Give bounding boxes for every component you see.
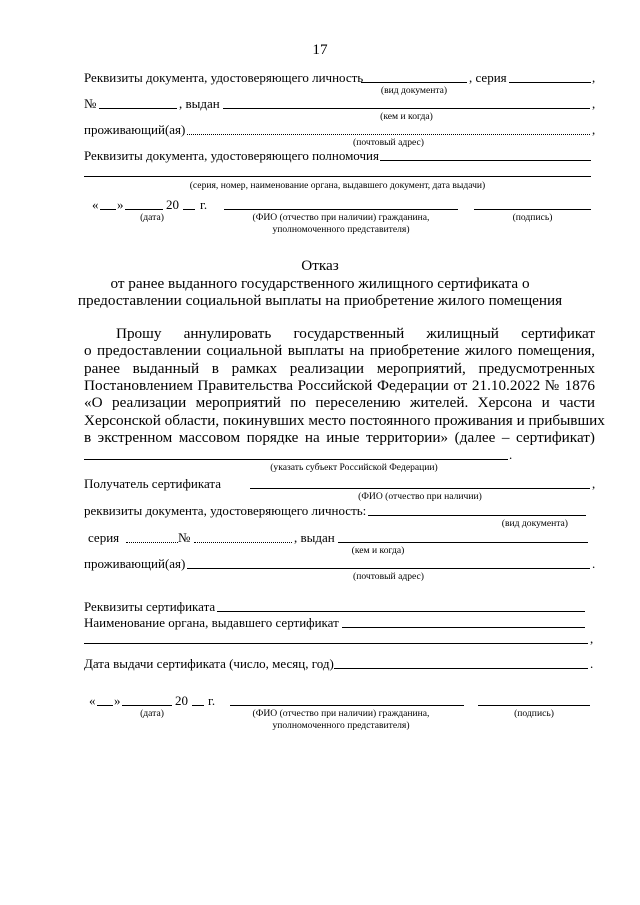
period: . xyxy=(509,447,513,462)
recipient-doc-label: реквизиты документа, удостоверяющего личность: xyxy=(84,503,367,518)
year-prefix: 20 xyxy=(166,197,179,212)
issued-hint: (кем и когда) xyxy=(380,111,433,122)
recipient-address-hint: (почтовый адрес) xyxy=(353,571,424,582)
year-field[interactable] xyxy=(183,209,195,210)
body-line: «О реализации мероприятий по переселению жителей. Херсона и части xyxy=(84,394,595,411)
subject-hint: (указать субъект Российской Федерации) xyxy=(270,462,438,473)
recipient-number-label: № xyxy=(178,530,191,545)
date-open-quote: « xyxy=(89,693,96,708)
period: . xyxy=(590,656,594,671)
recipient-field[interactable] xyxy=(250,488,590,489)
recipient-series-field[interactable] xyxy=(126,542,178,543)
address-field[interactable] xyxy=(187,134,590,135)
day-field[interactable] xyxy=(100,209,116,210)
residing-label: проживающий(ая) xyxy=(84,122,186,137)
month-field[interactable] xyxy=(122,705,172,706)
day-field[interactable] xyxy=(97,705,113,706)
recipient-issued-hint: (кем и когда) xyxy=(351,545,405,556)
recipient-doc-type-hint: (вид документа) xyxy=(501,518,568,529)
body-line: Херсонской области, покинувших место постоянного проживания и прибывших xyxy=(84,412,605,429)
fio-hint: (ФИО (отчество при наличии) xyxy=(358,491,482,502)
issued-field[interactable] xyxy=(223,108,590,109)
body-line: Прошу аннулировать государственный жилищный сертификат xyxy=(116,325,595,342)
name-hint-2: уполномоченного представителя) xyxy=(272,224,410,235)
date-open-quote: « xyxy=(92,197,99,212)
date-hint: (дата) xyxy=(140,212,164,223)
authority-hint: (серия, номер, наименование органа, выдавшего документ, дата выдачи) xyxy=(189,180,486,191)
year-suffix: г. xyxy=(200,197,208,212)
name-field[interactable] xyxy=(230,705,464,706)
address-hint: (почтовый адрес) xyxy=(353,137,424,148)
series-field[interactable] xyxy=(509,82,591,83)
year-prefix: 20 xyxy=(175,693,188,708)
body-line: о предоставлении социальной выплаты на приобретение жилого помещения, xyxy=(84,342,595,359)
cert-issuer-field[interactable] xyxy=(342,627,585,628)
name-field[interactable] xyxy=(224,209,458,210)
page-number: 17 xyxy=(312,41,328,58)
authority-field-2[interactable] xyxy=(84,176,591,177)
subject-field[interactable] xyxy=(84,459,508,460)
recipient-issued-label: , выдан xyxy=(294,530,335,545)
comma: , xyxy=(590,631,594,646)
signature-field[interactable] xyxy=(474,209,591,210)
comma: , xyxy=(592,70,596,85)
authority-label: Реквизиты документа, удостоверяющего полномочия xyxy=(84,148,379,163)
recipient-label: Получатель сертификата xyxy=(84,476,222,491)
cert-issue-date-label: Дата выдачи сертификата (число, месяц, год) xyxy=(84,656,334,671)
cert-issue-date-field[interactable] xyxy=(334,668,588,669)
recipient-number-field[interactable] xyxy=(194,542,292,543)
recipient-issued-field[interactable] xyxy=(338,542,588,543)
number-label: № xyxy=(84,96,97,111)
recipient-doc-type-field[interactable] xyxy=(368,515,586,516)
comma: , xyxy=(592,96,596,111)
comma: , xyxy=(592,476,596,491)
date-close-quote: » xyxy=(117,197,124,212)
recipient-residing-label: проживающий(ая) xyxy=(84,556,186,571)
signature-hint: (подпись) xyxy=(514,708,554,719)
series-label: , серия xyxy=(469,70,507,85)
cert-issuer-label: Наименование органа, выдавшего сертификат xyxy=(84,615,339,630)
authority-field[interactable] xyxy=(380,160,591,161)
signature-hint: (подпись) xyxy=(512,212,553,223)
comma: , xyxy=(592,122,596,137)
doc-type-hint: (вид документа) xyxy=(380,85,448,96)
title-line-2: от ранее выданного государственного жилищного сертификата о xyxy=(110,275,530,292)
name-hint-2: уполномоченного представителя) xyxy=(272,720,410,731)
cert-details-label: Реквизиты сертификата xyxy=(84,599,216,614)
date-close-quote: » xyxy=(114,693,121,708)
month-field[interactable] xyxy=(125,209,163,210)
year-suffix: г. xyxy=(208,693,216,708)
body-line: Постановлением Правительства Российской Федерации от 21.10.2022 № 1876 xyxy=(84,377,595,394)
period: . xyxy=(592,556,596,571)
name-hint-1: (ФИО (отчество при наличии) гражданина, xyxy=(252,212,430,223)
cert-details-field[interactable] xyxy=(217,611,585,612)
recipient-series-label: серия xyxy=(88,530,120,545)
id-doc-label: Реквизиты документа, удостоверяющего личность xyxy=(84,70,364,85)
year-field[interactable] xyxy=(192,705,204,706)
cert-issuer-field-2[interactable] xyxy=(84,643,588,644)
title-line-1: Отказ xyxy=(301,257,339,274)
recipient-address-field[interactable] xyxy=(187,568,590,569)
issued-label: , выдан xyxy=(179,96,220,111)
number-field[interactable] xyxy=(99,108,177,109)
body-line: ранее выданный в рамках реализации мероприятий, предусмотренных xyxy=(84,360,595,377)
title-line-3: предоставлении социальной выплаты на приобретение жилого помещения xyxy=(77,292,563,309)
name-hint-1: (ФИО (отчество при наличии) гражданина, xyxy=(252,708,430,719)
date-hint: (дата) xyxy=(140,708,164,719)
signature-field[interactable] xyxy=(478,705,590,706)
body-line: в экстренном массовом порядке на иные территории» (далее – сертификат) xyxy=(84,429,595,446)
id-doc-type-field[interactable] xyxy=(361,82,467,83)
